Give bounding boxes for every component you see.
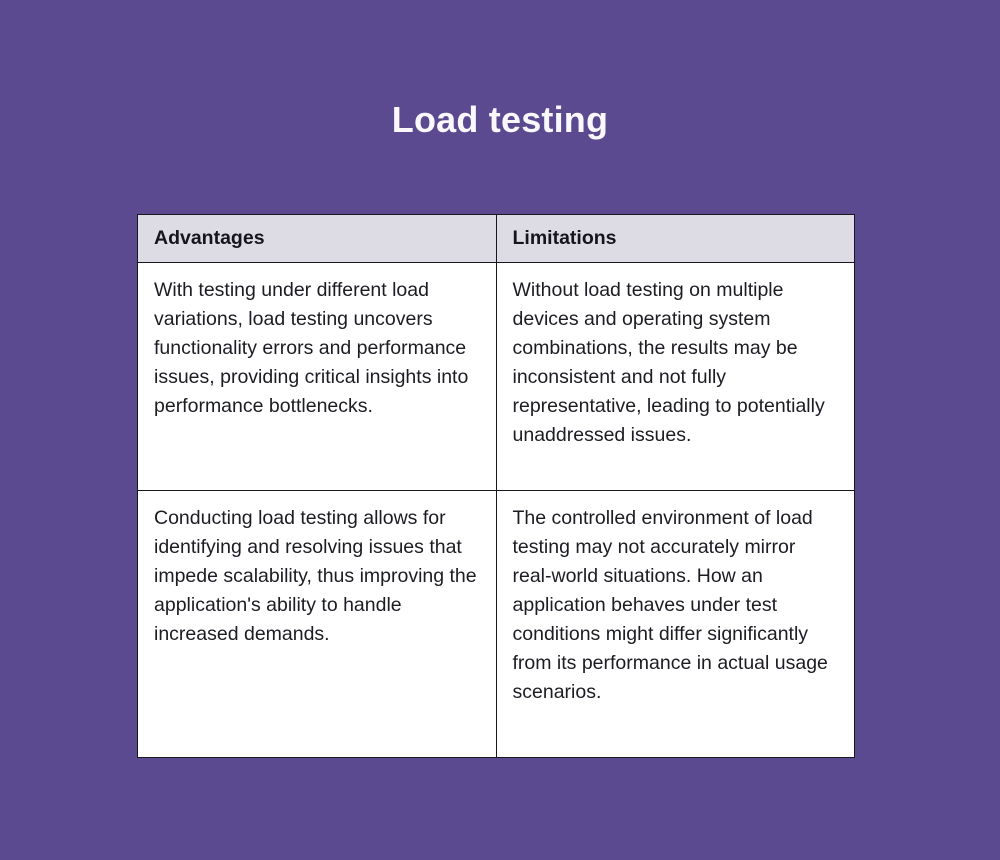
page-title: Load testing [391,99,609,140]
header-advantages: Advantages [138,215,497,263]
table-row [138,491,855,758]
comparison-table [137,214,855,758]
table-row [138,263,855,491]
cell-advantages-row1: With testing under different load variations, load testing uncovers functionality errors and performance issues, providing critical insights into performance bottlenecks. [138,263,497,491]
cell-advantages-row2: Conducting load testing allows for identifying and resolving issues that impede scalability, thus improving the application's ability to handle increased demands. [138,491,497,758]
header-limitations: Limitations [496,215,855,263]
cell-limitations-row1: Without load testing on multiple devices and operating system combinations, the results may be inconsistent and not fully representative, leading to potentially unaddressed issues. [496,263,855,491]
table-header-row [138,215,855,263]
cell-limitations-row2: The controlled environment of load testing may not accurately mirror real-world situations. How an application behaves under test conditions might differ significantly from its performance in actual usage scenarios. [496,491,855,758]
